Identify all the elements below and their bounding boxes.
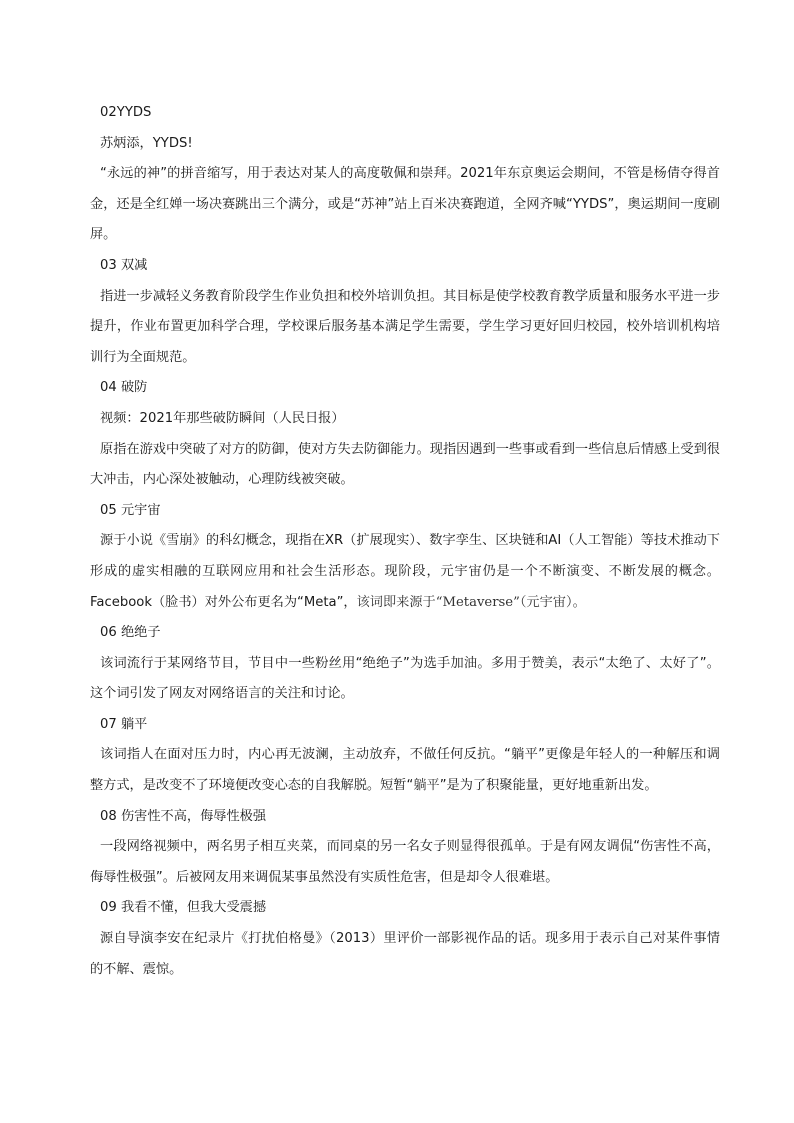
section-body-juejuezi: 该词流行于某网络节目，节目中一些粉丝用“绝绝子”为选手加油。多用于赞美，表示“太绝了、太好了”。这个词引发了网友对网络语言的关注和讨论。 [90,655,720,702]
section-body-pofang: 原指在游戏中突破了对方的防御，使对方失去防御能力。现指因遇到一些事或看到一些信息后情感上受到很大冲击，内心深处被触动，心理防线被突破。 [90,441,720,488]
section-heading-yyds: 02YYDS [100,105,152,120]
section-heading-shocked: 09 我看不懂，但我大受震撼 [100,900,267,916]
section-subheading-pofang: 视频：2021年那些破防瞬间（人民日报） [100,410,345,426]
section-body-tangping [90,740,720,801]
section-body-yyds: “永远的神”的拼音缩写，用于表达对某人的高度敬佩和崇拜。2021年东京奥运会期间，不管是杨倩夺得首金，还是全红婵一场决赛跳出三个满分，或是“苏神”站上百米决赛跑道，全网齐喊“YYDS”，奥运期间一度刷屏。 [90,166,720,243]
section-body-metaverse-tail: 该词即来源于“Metaverse”（元宇宙）。 [356,594,586,610]
section-body-metaverse [90,526,720,618]
section-body-double-reduction: 指进一步减轻义务教育阶段学生作业负担和校外培训负担。其目标是使学校教育教学质量和服务水平进一步提升，作业布置更加科学合理，学校课后服务基本满足学生需要，学生学习更好回归校园，校外培训机构培训行为全面规范。 [90,288,720,365]
section-body-shocked: 源自导演李安在纪录片《打扰伯格曼》（2013）里评价一部影视作品的话。现多用于表示自己对某件事情的不解、震惊。 [90,931,720,977]
section-body-insult: 一段网络视频中，两名男子相互夹菜，而同桌的另一名女子则显得很孤单。于是有网友调侃“伤害性不高，侮辱性极强”。后被网友用来调侃某事虽然没有实质性危害，但是却令人很难堪。 [90,839,720,885]
section-heading-insult: 08 伤害性不高，侮辱性极强 [100,808,267,824]
section-heading-metaverse: 05 元宇宙 [100,502,161,518]
section-body-metaverse-text: 源于小说《雪崩》的科幻概念，现指在XR（扩展现实）、数字孪生、区块链和AI（人工智能）等技术推动下形成的虚实相融的互联网应用和社会生活形态。现阶段，元宇宙仍是一个不断演变、不断发展的概念。Facebook（脸书）对外公布更名为“Meta”， [90,533,720,610]
section-subheading-yyds: 苏炳添，YYDS! [100,135,193,151]
section-heading-pofang: 04 破防 [100,380,148,396]
section-heading-juejuezi: 06 绝绝子 [100,625,161,641]
section-heading-double-reduction: 03 双减 [100,257,148,273]
document-content [90,98,720,985]
section-body-tangping-text: 该词指人在面对压力时，内心再无波澜，主动放弃，不做任何反抗。“躺平”更像是年轻人的一种解压和调整方式，是改变不了环境便改变心态的自我解脱。短暂“ [90,747,720,794]
section-body-tangping-mid: 躺平 [413,778,440,794]
section-heading-tangping: 07 躺平 [100,716,148,732]
section-body-tangping-tail: ”是为了积聚能量，更好地重新出发。 [439,778,658,794]
